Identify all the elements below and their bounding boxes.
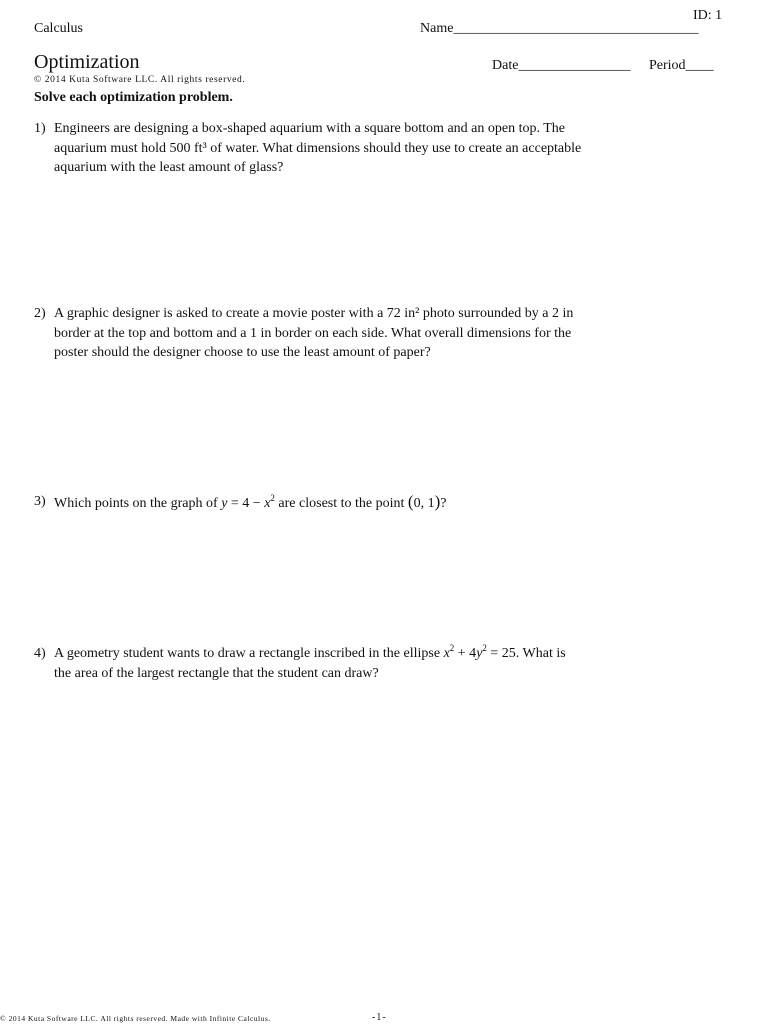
course-name: Calculus [34,21,83,36]
name-label: Name [420,21,454,36]
problem-line: the area of the largest rectangle that the student can draw? [54,665,379,681]
problem-line: aquarium with the least amount of glass? [54,160,284,175]
problem-text [54,119,634,178]
text-segment: ? [440,496,447,511]
name-field [420,21,698,37]
problem-2 [34,304,634,363]
date-label: Date [492,58,519,73]
page-title: Optimization [34,51,140,73]
page-number: -1- [372,1012,387,1023]
text-segment: Which points on the graph of [54,496,222,511]
math-var-y: y [476,646,483,661]
period-label: Period [649,58,686,73]
problem-line [54,644,634,664]
problem-number: 3) [34,494,46,509]
math-var-y: y [221,496,228,511]
problem-number: 4) [34,646,46,661]
paren-open: ( [407,492,414,511]
math-exponent: 2 [482,643,487,653]
worksheet-id: ID: 1 [693,8,723,23]
point-coords: 0, 1 [413,496,435,511]
math-var-x: x [443,646,450,661]
math-segment: + 4 [454,646,477,661]
problem-line: border at the top and bottom and a 1 in border on each side. What overall dimensions for the [54,325,572,341]
math-segment: = 25. [486,646,520,661]
math-exponent: 2 [270,493,275,503]
date-blank: ________________ [518,58,631,73]
problem-number: 2) [34,306,46,321]
math-var-x: x [264,496,271,511]
name-blank: ___________________________________ [453,21,699,36]
instructions: Solve each optimization problem. [34,90,233,105]
period-field [649,58,714,74]
math-exponent: 2 [449,643,455,653]
problem-text [54,492,634,514]
problem-number: 1) [34,121,46,136]
math-segment: = 4 − [227,496,265,511]
footer-copyright: © 2014 Kuta Software LLC. All rights reserved. Made with Infinite Calculus. [0,1014,271,1023]
problem-3 [34,492,634,514]
text-segment: are closest to the point [274,496,408,511]
problem-line [54,492,634,514]
copyright-notice: © 2014 Kuta Software LLC. All rights reserved. [34,75,246,85]
problem-1 [34,119,634,178]
problem-line: poster should the designer choose to use the least amount of paper? [54,345,431,360]
paren-close: ) [434,492,441,511]
period-blank: ____ [685,58,714,73]
problem-line: aquarium must hold 500 ft³ of water. What dimensions should they use to create an acceptable [54,140,582,156]
problem-line: A graphic designer is asked to create a movie poster with a 72 in² photo surrounded by a 2 in [54,306,574,321]
problem-line: Engineers are designing a box-shaped aquarium with a square bottom and an open top. The [54,121,565,136]
text-segment: A geometry student wants to draw a rectangle inscribed in the ellipse [54,646,444,661]
problem-4 [34,644,634,683]
date-field [492,58,630,74]
problem-text [54,644,634,683]
text-segment: What is [519,646,566,661]
problem-text [54,304,634,363]
